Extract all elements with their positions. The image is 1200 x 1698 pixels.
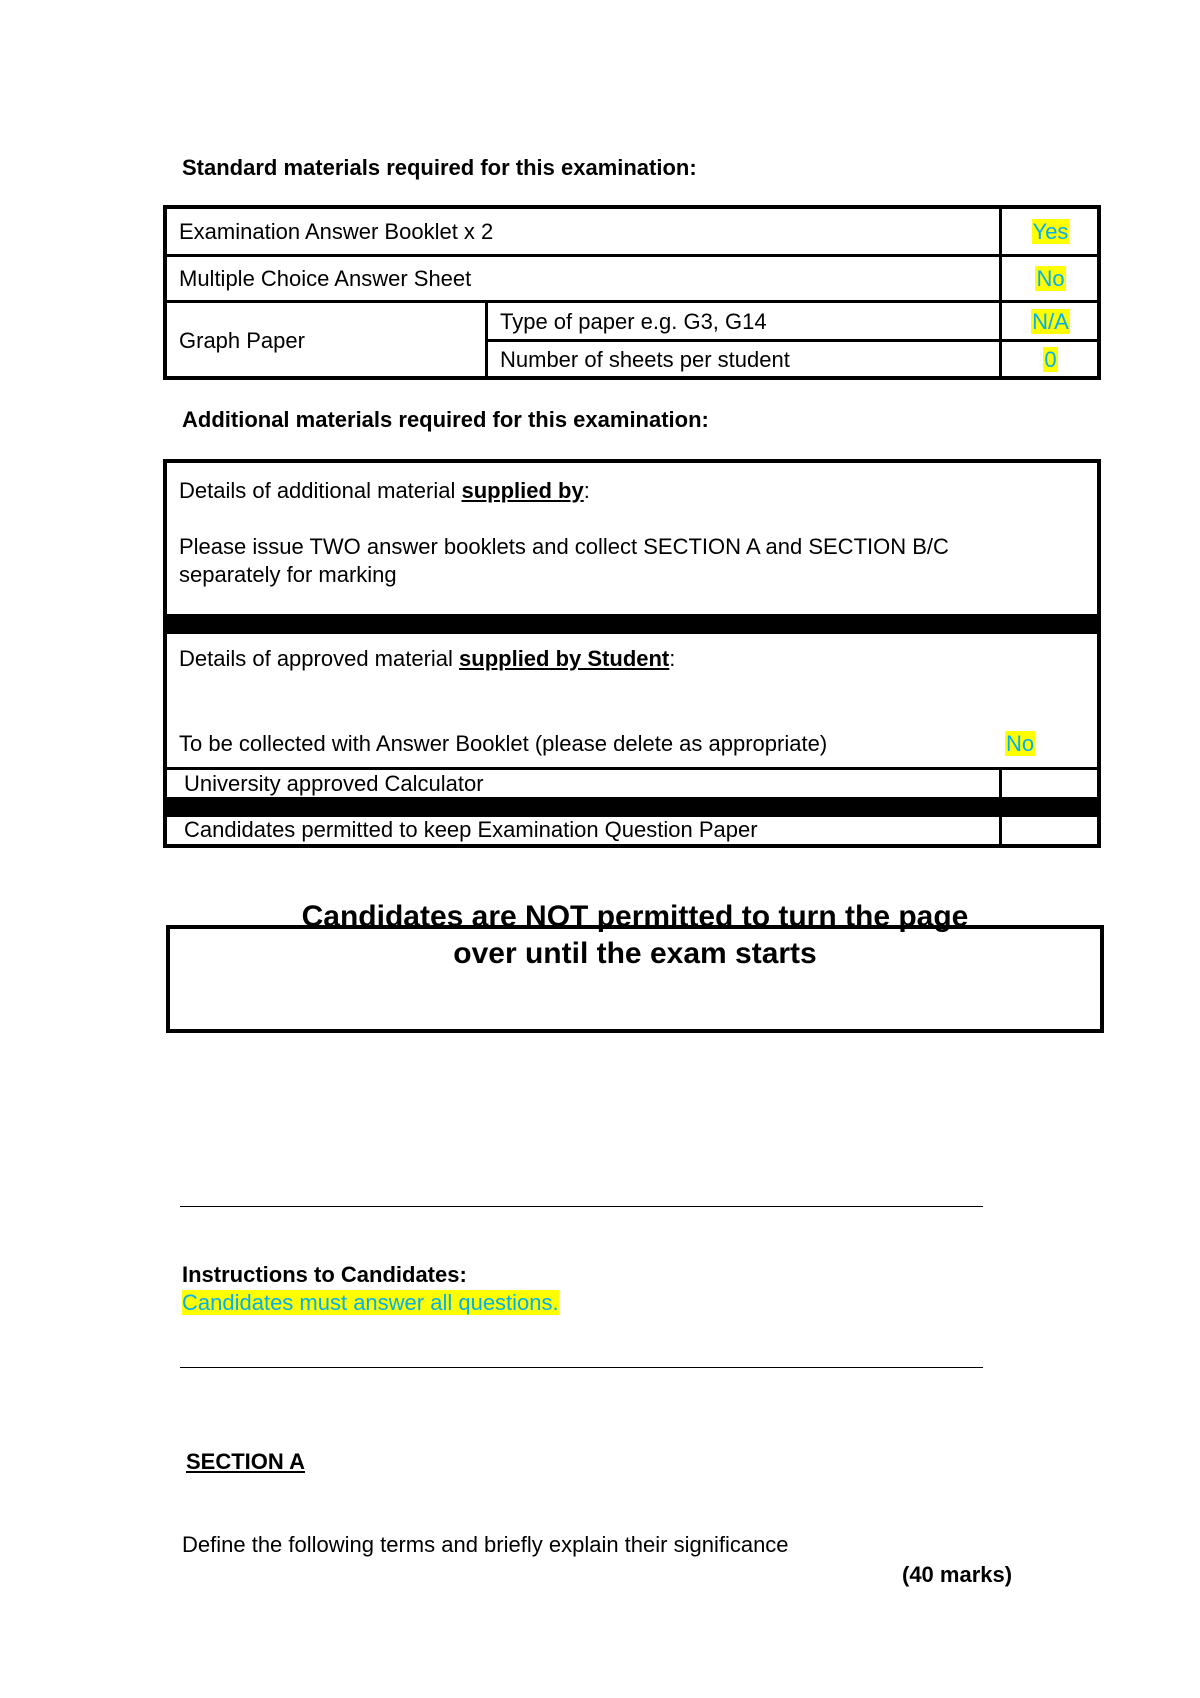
black-separator-band bbox=[163, 614, 1101, 634]
horizontal-rule bbox=[180, 1206, 983, 1207]
booklet-value: Yes bbox=[1032, 219, 1069, 244]
paper-type-label: Type of paper e.g. G3, G14 bbox=[500, 309, 767, 334]
standard-materials-heading: Standard materials required for this examination: bbox=[182, 155, 697, 180]
booklet-label: Examination Answer Booklet x 2 bbox=[179, 219, 494, 244]
issue-instruction-line2: separately for marking bbox=[179, 562, 397, 587]
supplied-by-line bbox=[179, 478, 590, 504]
collected-label: To be collected with Answer Booklet (please delete as appropriate) bbox=[179, 731, 828, 756]
black-separator-band bbox=[163, 797, 1101, 817]
student-bold: supplied by Student bbox=[459, 646, 670, 671]
instructions-heading: Instructions to Candidates: bbox=[182, 1262, 467, 1287]
instructions-text: Candidates must answer all questions. bbox=[182, 1290, 559, 1315]
keep-paper-label: Candidates permitted to keep Examination Question Paper bbox=[184, 817, 758, 842]
calculator-label: University approved Calculator bbox=[184, 771, 484, 796]
horizontal-rule bbox=[180, 1367, 983, 1368]
table-divider bbox=[163, 254, 1101, 257]
student-prefix: Details of approved material bbox=[179, 646, 460, 671]
section-title: SECTION A bbox=[186, 1449, 305, 1474]
additional-materials-heading: Additional materials required for this examination: bbox=[182, 407, 709, 432]
table-divider bbox=[487, 339, 1101, 342]
student-supplied-line bbox=[179, 646, 675, 672]
warning-text bbox=[166, 898, 1104, 972]
warning-line-1: Candidates are NOT permitted to turn the page bbox=[301, 900, 969, 933]
supplied-by-suffix: : bbox=[583, 478, 590, 503]
supplied-by-prefix: Details of additional material bbox=[179, 478, 462, 503]
mcq-value: No bbox=[1036, 266, 1065, 291]
collected-value: No bbox=[1005, 731, 1035, 756]
student-suffix: : bbox=[669, 646, 676, 671]
section-instruction: Define the following terms and briefly explain their significance bbox=[182, 1532, 789, 1557]
graph-paper-label: Graph Paper bbox=[179, 328, 305, 353]
warning-line-2: over until the exam starts bbox=[453, 937, 817, 970]
table-divider bbox=[163, 300, 1101, 303]
table-divider bbox=[163, 767, 1101, 770]
supplied-by-bold: supplied by bbox=[461, 478, 584, 503]
section-marks: (40 marks) bbox=[902, 1562, 1013, 1587]
table-divider bbox=[485, 300, 488, 380]
sheets-label: Number of sheets per student bbox=[500, 347, 790, 372]
issue-instruction-line1: Please issue TWO answer booklets and collect SECTION A and SECTION B/C bbox=[179, 534, 949, 559]
paper-type-value: N/A bbox=[1032, 309, 1069, 334]
sheets-value: 0 bbox=[1044, 347, 1057, 372]
mcq-label: Multiple Choice Answer Sheet bbox=[179, 266, 472, 291]
